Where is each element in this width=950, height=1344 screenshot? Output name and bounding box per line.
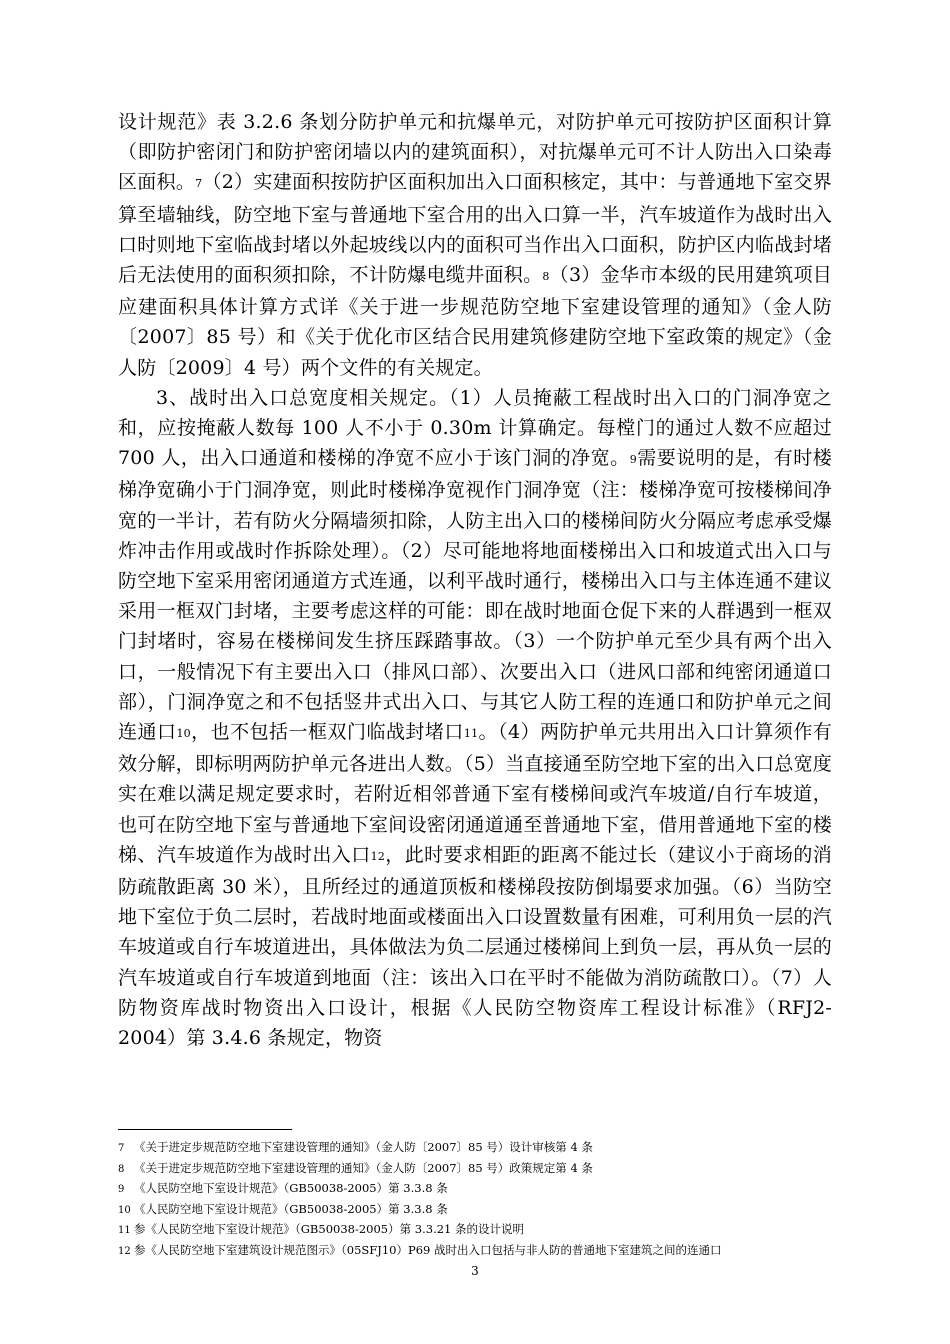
- footnote-number: 9: [118, 1184, 125, 1196]
- footnote-8: [118, 1159, 832, 1180]
- page-number: 3: [471, 1264, 479, 1278]
- paragraph-1-text-a: 设计规范》表 3.2.6 条划分防护单元和抗爆单元，对防护单元可按防护区面积计算（即防护密闭门和防护密闭墙以内的建筑面积），对抗爆单元可不计人防出入口染毒区面积。: [118, 111, 832, 194]
- footnotes: [118, 1138, 832, 1262]
- footnote-text: 《关于进定步规范防空地下室建设管理的通知》（金人防〔2007〕85 号）设计审核第 4 条: [134, 1140, 593, 1154]
- footnote-number: 11: [118, 1225, 131, 1237]
- paragraph-1-text-c: （3）金华市本级的民用建筑项目应建面积具体计算方式详《关于进一步规范防空地下室建设管理的通知》（金人防〔2007〕85 号）和《关于优化市区结合民用建筑修建防空地下室政策的规定》（金人防〔2009〕4 号）两个文件的有关规定。: [118, 264, 833, 379]
- footnote-ref-10[interactable]: 10: [176, 727, 191, 741]
- footnote-number: 10: [118, 1204, 131, 1216]
- footnote-text: 参《人民防空地下室设计规范》（GB50038-2005）第 3.3.21 条的设计说明: [134, 1222, 525, 1237]
- paragraph-1: [118, 107, 832, 383]
- footnote-10: [118, 1200, 832, 1221]
- paragraph-2-text-e: ，此时要求相距的距离不能过长（建议小于商场的消防疏散距离 30 米），且所经过的通道顶板和楼梯段按防倒塌要求加强。（6）当防空地下室位于负二层时，若战时地面或楼面出入口设置数量有困难，可利用负一层的汽车坡道或自行车坡道进出，具体做法为负二层通过楼梯间上到负一层，再从负一层的汽车坡道或自行车坡道到地面（注：该出入口在平时不能做为消防疏散口）。（7）人防物资库战时物资出入口设计，根据《人民防空物资库工程设计标准》（RFJ2-2004）第 3.4.6 条规定，物资: [118, 843, 832, 1050]
- footnote-ref-9[interactable]: 9: [629, 453, 637, 467]
- body-text: [118, 107, 832, 1053]
- footnote-9: [118, 1179, 832, 1200]
- footnote-11: [118, 1220, 832, 1241]
- paragraph-2-text-a: 3、战时出入口总宽度相关规定。（1）人员掩蔽工程战时出入口的门洞净宽之和，应按掩蔽人数每 100 人不小于 0.30m 计算确定。每樘门的通过人数不应超过 700 人，出入口通道和楼梯的净宽不应小于该门洞的净宽。: [118, 386, 832, 470]
- paragraph-2-text-c: ，也不包括一框双门临战封堵口: [190, 721, 464, 744]
- footnote-12: [118, 1241, 832, 1262]
- paragraph-1-text-b: （2）实建面积按防护区面积加出入口面积核定，其中：与普通地下室交界算至墙轴线，防空地下室与普通地下室合用的出入口算一半，汽车坡道作为战时出入口时则地下室临战封堵以外起坡线以内的面积可当作出入口面积，防护区内临战封堵后无法使用的面积须扣除，不计防爆电缆井面积。: [118, 171, 832, 287]
- footnote-7: [118, 1138, 832, 1159]
- footnote-text: 《人民防空地下室设计规范》（GB50038-2005）第 3.3.8 条: [134, 1181, 448, 1196]
- footnote-number: 8: [118, 1163, 125, 1175]
- footnote-text: 参《人民防空地下室建筑设计规范图示》（05SFJ10）P69 战时出入口包括与非人防的普通地下室建筑之间的连通口: [134, 1242, 722, 1257]
- footnote-text: 《关于进定步规范防空地下室建设管理的通知》（金人防〔2007〕85 号）政策规定第 4 条: [134, 1160, 593, 1175]
- footnote-number: 12: [118, 1245, 131, 1257]
- footnote-ref-8[interactable]: 8: [542, 270, 550, 284]
- footnote-separator: [118, 1129, 292, 1130]
- footnote-ref-11[interactable]: 11: [463, 727, 479, 741]
- paragraph-2-text-d: 。（4）两防护单元共用出入口计算须作有效分解，即标明两防护单元各进出人数。（5）当直接通至防空地下室的出入口总宽度实在难以满足规定要求时，若附近相邻普通下室有楼梯间或汽车坡道/自行车坡道，也可在防空地下室与普通地下室间设密闭通道通至普通地下室，借用普通地下室的楼梯、汽车坡道作为战时出入口: [118, 721, 832, 866]
- footnote-number: 7: [118, 1143, 125, 1154]
- footnote-ref-7[interactable]: 7: [195, 177, 203, 191]
- footnote-ref-12[interactable]: 12: [370, 849, 386, 863]
- paragraph-2-text-b: 需要说明的是，有时楼梯净宽确小于门洞净宽，则此时楼梯净宽视作门洞净宽（注：楼梯净宽可按楼梯间净宽的一半计，若有防火分隔墙须扣除，人防主出入口的楼梯间防火分隔应考虑承受爆炸冲击作用或战时作拆除处理）。（2）尽可能地将地面楼梯出入口和坡道式出入口与防空地下室采用密闭通道方式连通，以利平战时通行，楼梯出入口与主体连通不建议采用一框双门封堵，主要考虑这样的可能：即在战时地面仓促下来的人群遇到一框双门封堵时，容易在楼梯间发生挤压踩踏事故。（3）一个防护单元至少具有两个出入口，一般情况下有主要出入口（排风口部）、次要出入口（进风口部和纯密闭通道口部），门洞净宽之和不包括竖井式出入口、与其它人防工程的连通口和防护单元之间连通口: [118, 447, 832, 744]
- paragraph-2: [118, 383, 832, 1053]
- footnote-text: 《人民防空地下室设计规范》（GB50038-2005）第 3.3.8 条: [134, 1201, 448, 1216]
